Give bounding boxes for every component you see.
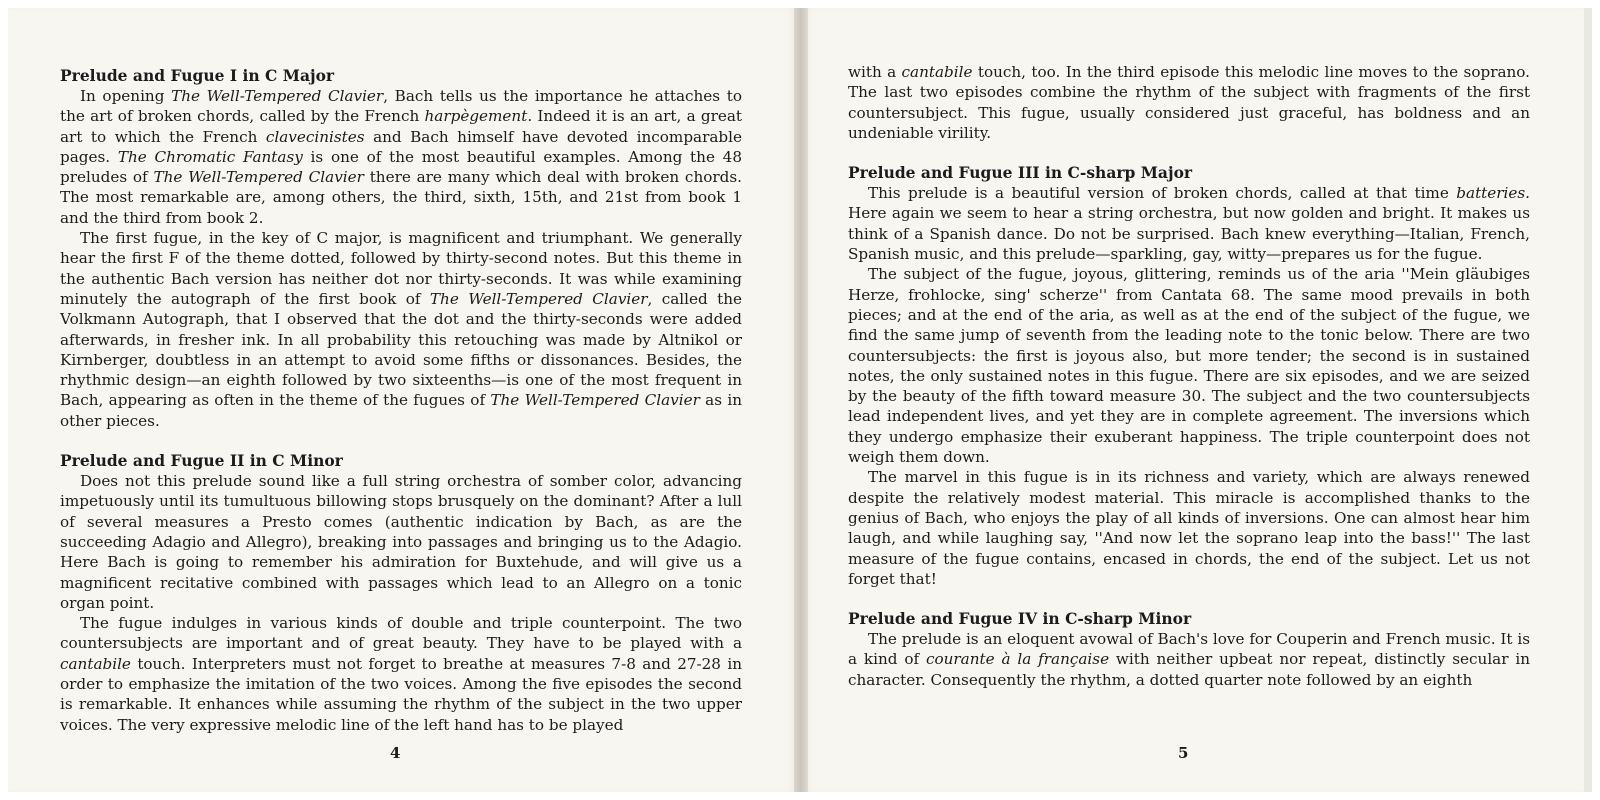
page-number: 5 [1178,744,1189,762]
heading-prelude-fugue-4: Prelude and Fugue IV in C-sharp Minor [848,609,1192,629]
left-page-text [60,66,742,735]
page-number: 4 [390,744,401,762]
paragraph: The fugue indulges in various kinds of double and triple counterpoint. The two countersubjects are important and of great beauty. They have to be played with a cantabile touch. Interpreters must not forget to breathe at measures 7-8 and 27-28 in order to emphasize the imitation of the two voices. Among the five episodes the second is remarkable. It enhances while assuming the rhythm of the subject in the two upper voices. The very expressive melodic line of the left hand has to be played [60,614,742,734]
paragraph: This prelude is a beautiful version of broken chords, called at that time batteries. Here again we seem to hear a string orchestra, but now golden and bright. It makes us think of a Spanish dance. Do not be surprised. Bach knew everything—Italian, French, Spanish music, and this prelude—sparkling, gay, witty—prepares us for the fugue. [848,184,1530,264]
right-page [800,8,1584,792]
heading-prelude-fugue-2: Prelude and Fugue II in C Minor [60,451,343,471]
heading-prelude-fugue-3: Prelude and Fugue III in C-sharp Major [848,163,1193,183]
heading-prelude-fugue-1: Prelude and Fugue I in C Major [60,66,335,85]
paragraph: Does not this prelude sound like a full string orchestra of somber color, advancing impetuously until its tumultuous billowing stops brusquely on the dominant? After a lull of several measures a Presto comes (authentic indication by Bach, as are the succeeding Adagio and Allegro), breaking into passages and bringing us to the Adagio. Here Bach is going to remember his admiration for Buxtehude, and will give us a magnificent recitative combined with passages which lead to an Allegro on a tonic organ point. [60,472,742,612]
paragraph: The marvel in this fugue is in its richness and variety, which are always renewed despite the relatively modest material. This miracle is accomplished thanks to the genius of Bach, who enjoys the play of all kinds of inversions. One can almost hear him laugh, and while laughing say, ''And now let the soprano leap into the bass!'' The last measure of the fugue contains, encased in chords, the end of the subject. Let us not forget that! [848,468,1530,588]
paragraph: In opening The Well-Tempered Clavier, Bach tells us the importance he attaches to the art of broken chords, called by the French harpègement. Indeed it is an art, a great art to which the French clavecinistes and Bach himself have devoted incomparable pages. The Chromatic Fantasy is one of the most beautiful examples. Among the 48 preludes of The Well-Tempered Clavier there are many which deal with broken chords. The most remarkable are, among others, the third, sixth, 15th, and 21st from book 1 and the third from book 2. [60,87,743,227]
paragraph: The first fugue, in the key of C major, is magnificent and triumphant. We generally hear the first F of the theme dotted, followed by thirty-second notes. But this theme in the authentic Bach version has neither dot nor thirty-seconds. It was while examining minutely the autograph of the first book of The Well-Tempered Clavier, called the Volkmann Autograph, that I observed that the dot and the thirty-seconds were added afterwards, in fresher ink. In all probability this retouching was made by Altnikol or Kirnberger, doubtless in an attempt to avoid some fifths or dissonances. Besides, the rhythmic design—an eighth followed by two sixteenths—is one of the most frequent in Bach, appearing as often in the theme of the fugues of The Well-Tempered Clavier as in other pieces. [60,229,742,430]
right-page-text [848,62,1530,690]
paragraph: with a cantabile touch, too. In the third episode this melodic line moves to the soprano. The last two episodes combine the rhythm of the subject with fragments of the first countersubject. This fugue, usually considered just graceful, has boldness and an undeniable virility. [848,63,1530,142]
paragraph: The subject of the fugue, joyous, glittering, reminds us of the aria ''Mein gläubiges Herze, frohlocke, sing' scherze'' from Cantata 68. The same mood prevails in both pieces; and at the end of the aria, as well as at the end of the subject of the fugue, we find the same jump of seventh from the leading note to the tonic below. There are two countersubjects: the first is joyous also, but more tender; the second is in sustained notes, the only sustained notes in this fugue. There are six episodes, and we are seized by the beauty of the fifth toward measure 30. The subject and the two countersubjects lead independent lives, and yet they are in complete agreement. The inversions which they undergo emphasize their exuberant happiness. The triple counterpoint does not weigh them down. [848,265,1530,467]
booklet-spread [8,8,1592,792]
paragraph: The prelude is an eloquent avowal of Bach's love for Couperin and French music. It is a kind of courante à la française with neither upbeat nor repeat, distinctly secular in character. Consequently the rhythm, a dotted quarter note followed by an eighth [848,630,1530,689]
book-gutter [794,8,808,792]
left-page [8,8,800,792]
